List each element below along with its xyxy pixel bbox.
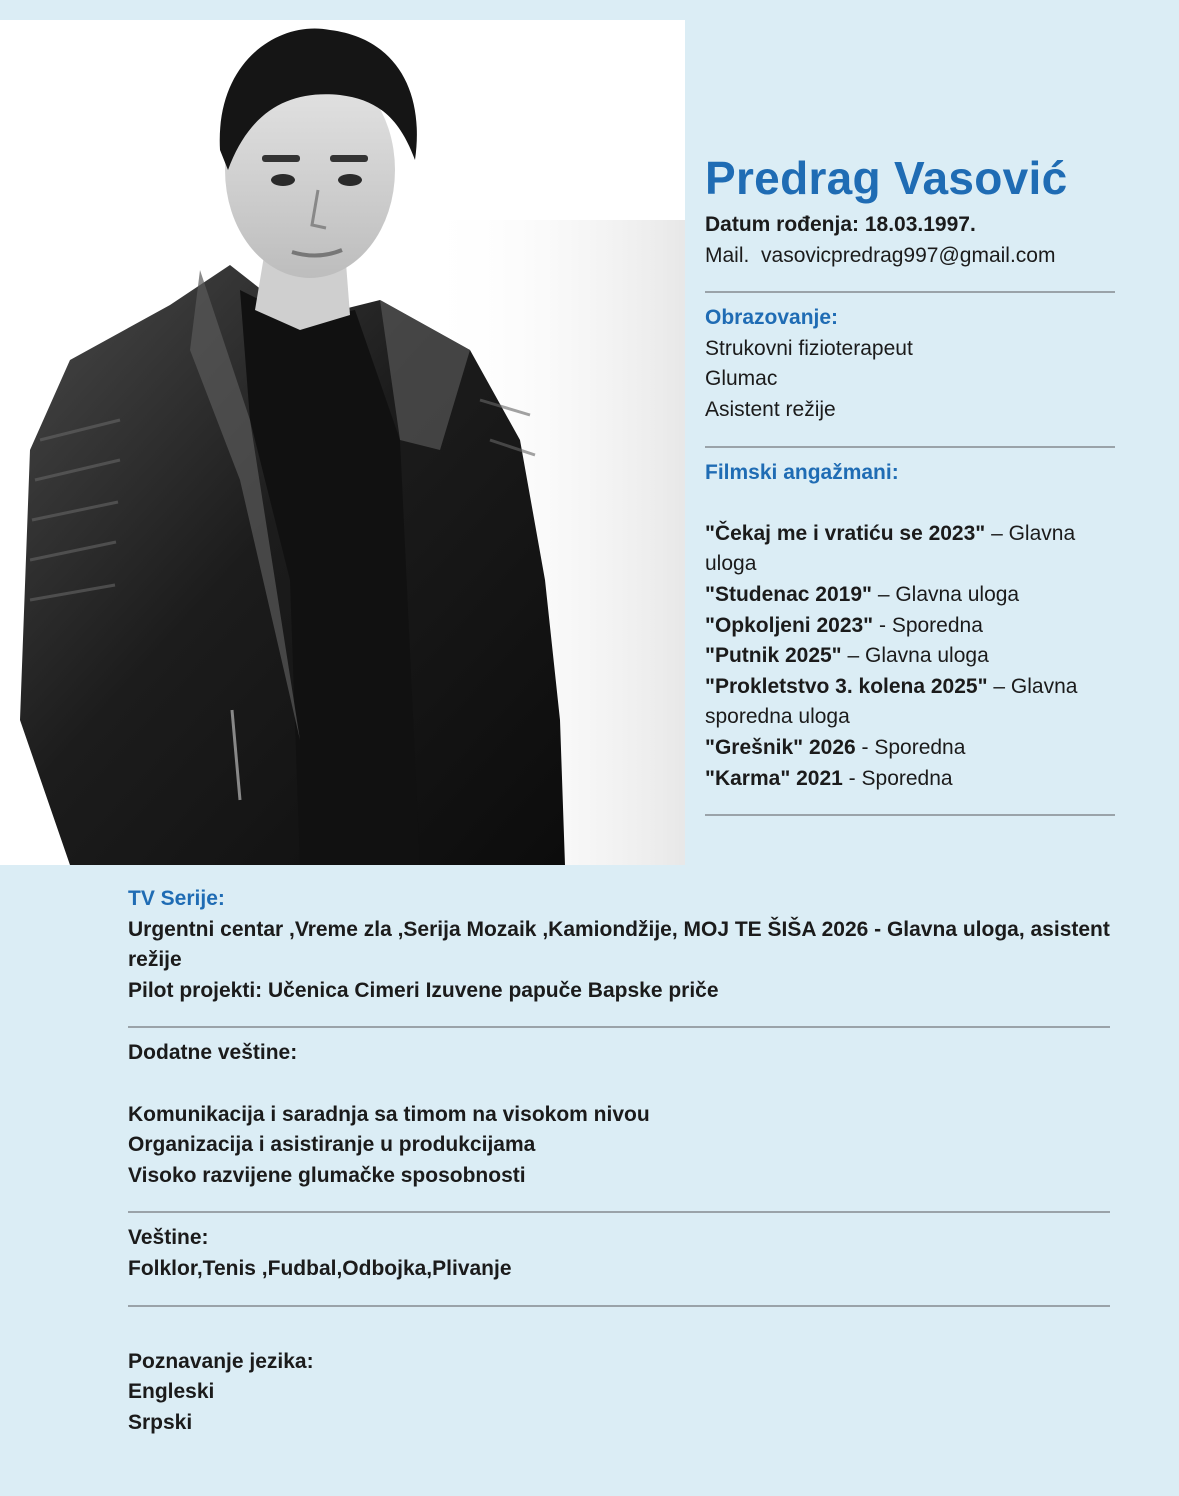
mail-value[interactable]: vasovicpredrag997@gmail.com — [761, 243, 1056, 267]
language-item: Srpski — [128, 1410, 193, 1434]
film-item: "Karma" 2021 - Sporedna — [705, 766, 953, 790]
tv-title: TV Serije: — [128, 887, 225, 910]
film-item: "Grešnik" 2026 - Sporedna — [705, 735, 966, 759]
film-item: "Studenac 2019" – Glavna uloga — [705, 582, 1020, 606]
education-item: Glumac — [705, 367, 778, 391]
films-title: Filmski angažmani: — [705, 460, 899, 484]
divider — [705, 814, 1115, 816]
film-item: "Putnik 2025" – Glavna uloga — [705, 644, 989, 668]
education-title: Obrazovanje: — [705, 306, 839, 330]
education-item: Strukovni fizioterapeut — [705, 336, 913, 360]
bottom-section — [128, 884, 1110, 1438]
film-item: "Opkoljeni 2023" - Sporedna — [705, 613, 983, 637]
skills-text: Folklor,Tenis ,Fudbal,Odbojka,Plivanje — [128, 1256, 512, 1280]
extra-skill-item: Visoko razvijene glumačke sposobnosti — [128, 1163, 526, 1187]
skills-title: Veštine: — [128, 1226, 209, 1250]
languages-title: Poznavanje jezika: — [128, 1349, 314, 1373]
pilot-text: Pilot projekti: Učenica Cimeri Izuvene papuče Bapske priče — [128, 978, 719, 1002]
birth-date: Datum rođenja: 18.03.1997. — [705, 213, 976, 236]
extra-skill-item: Organizacija i asistiranje u produkcijama — [128, 1133, 536, 1157]
extra-skill-item: Komunikacija i saradnja sa timom na visokom nivou — [128, 1102, 650, 1126]
portrait-photo — [0, 20, 685, 865]
portrait-icon — [0, 20, 685, 865]
education-item: Asistent režije — [705, 397, 836, 421]
mail-line — [705, 241, 1115, 272]
film-item: "Čekaj me i vratiću se 2023" – Glavna uloga — [705, 521, 1076, 576]
mail-label: Mail. — [705, 243, 750, 267]
person-name: Predrag Vasović — [705, 152, 1068, 204]
language-item: Engleski — [128, 1380, 215, 1404]
header-column — [705, 150, 1115, 816]
extra-skills-title: Dodatne veštine: — [128, 1041, 298, 1065]
film-item: "Prokletstvo 3. kolena 2025" – Glavna sporedna uloga — [705, 674, 1078, 729]
tv-text: Urgentni centar ,Vreme zla ,Serija Mozaik ,Kamiondžije, MOJ TE ŠIŠA 2026 - Glavna uloga, asistent režije — [128, 917, 1110, 972]
